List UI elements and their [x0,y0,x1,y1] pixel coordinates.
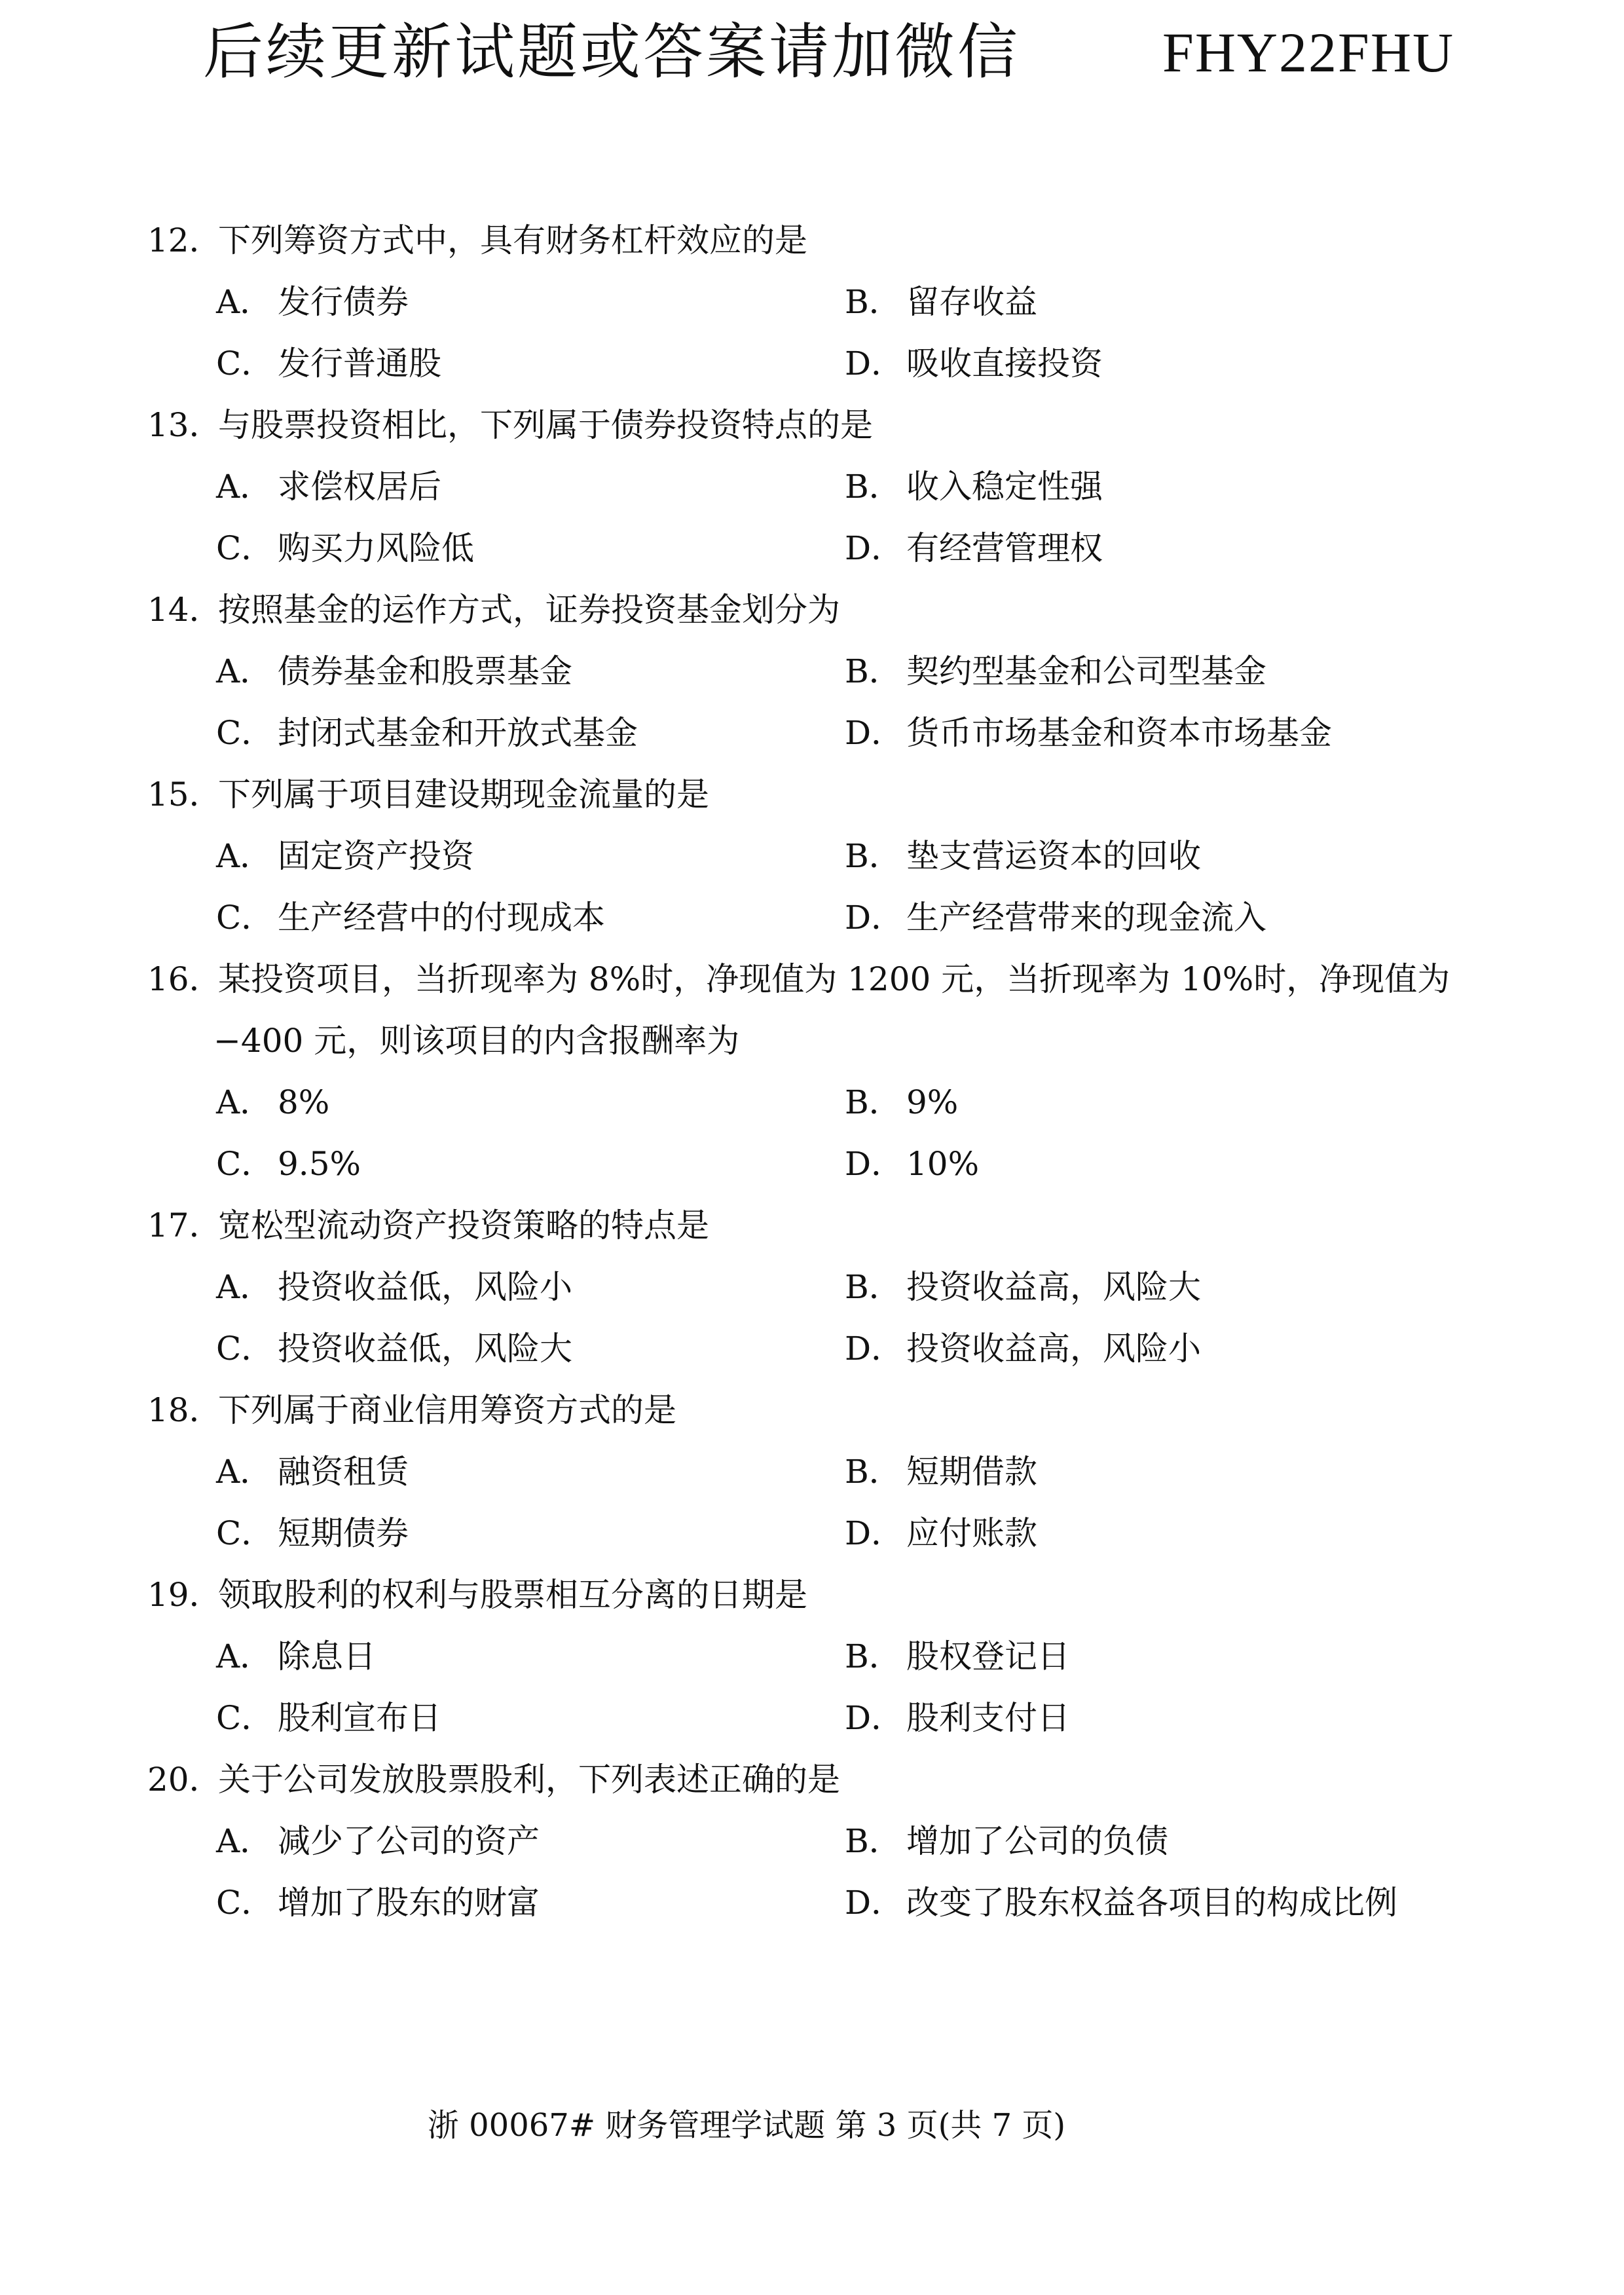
option-text: 收入稳定性强 [906,468,1103,506]
question-stem [0,1749,1624,1810]
option-letter: C． [216,1699,274,1737]
option-letter: B． [845,1083,902,1121]
option-text: 减少了公司的资产 [278,1822,540,1860]
question-stem [0,394,1624,456]
option-letter: D． [845,899,904,937]
answer-option [845,456,1103,517]
option-text: 有经营管理权 [906,529,1103,567]
option-row [0,517,1624,579]
question-number: 13． [147,406,222,444]
question-number: 12． [147,221,222,259]
option-letter: A． [216,1822,273,1860]
option-text: 吸收直接投资 [906,345,1103,382]
option-row [0,1502,1624,1564]
header-notice: 后续更新试题或答案请加微信 [203,17,1021,87]
question-stem [0,1195,1624,1256]
question-stem-continuation [0,1010,1624,1072]
question-item [0,1379,1624,1564]
footer-page-info: 浙 00067# 财务管理学试题 第 3 页(共 7 页) [427,2107,1066,2144]
answer-option [216,456,441,517]
answer-option [216,1626,376,1687]
option-text: 8% [278,1083,330,1121]
option-letter: A． [216,837,273,875]
option-letter: D． [845,1145,904,1183]
answer-option [216,1318,572,1379]
option-text: 发行普通股 [278,345,441,382]
question-number: 15． [147,775,222,813]
option-text: 投资收益低，风险小 [278,1268,572,1306]
option-letter: B． [845,1637,902,1675]
option-text: 封闭式基金和开放式基金 [278,714,638,752]
option-letter: C． [216,899,274,937]
answer-option [845,1256,1201,1318]
question-stem [0,764,1624,825]
question-stem [0,1564,1624,1626]
option-text: 短期债券 [278,1514,409,1552]
question-number: 17． [147,1206,222,1244]
question-text: 与股票投资相比，下列属于债券投资特点的是 [218,406,873,444]
header-wechat-id: FHY22FHU [1162,21,1455,84]
answer-option [216,517,474,579]
option-text: 股利宣布日 [278,1699,441,1737]
option-letter: D． [845,345,904,382]
question-text: 下列属于项目建设期现金流量的是 [218,775,709,813]
option-letter: A． [216,468,273,506]
answer-option [845,641,1266,702]
answer-option [845,333,1103,394]
answer-option [845,1810,1168,1872]
option-text: 增加了股东的财富 [278,1884,540,1922]
option-letter: C． [216,345,274,382]
option-letter: C． [216,529,274,567]
answer-option [216,702,638,764]
option-text: 生产经营中的付现成本 [278,899,605,937]
option-text: 货币市场基金和资本市场基金 [906,714,1332,752]
option-text: 股权登记日 [906,1637,1070,1675]
option-text: 应付账款 [906,1514,1037,1552]
option-row [0,1072,1624,1133]
answer-option [216,1502,409,1564]
option-row [0,1626,1624,1687]
option-letter: D． [845,1699,904,1737]
option-text: 短期借款 [906,1453,1037,1491]
option-row [0,1687,1624,1749]
question-text: 某投资项目，当折现率为 8%时，净现值为 1200 元，当折现率为 10%时，净现值为 [218,960,1450,998]
option-row [0,1256,1624,1318]
question-text: 下列属于商业信用筹资方式的是 [218,1391,676,1429]
question-number: 19． [147,1576,222,1614]
option-text: 垫支营运资本的回收 [906,837,1201,875]
answer-option [845,1441,1037,1502]
answer-option [845,1502,1037,1564]
option-letter: B． [845,1822,902,1860]
option-text: 购买力风险低 [278,529,474,567]
question-item [0,210,1624,394]
question-stem [0,948,1624,1010]
option-row [0,1810,1624,1872]
answer-option [845,825,1201,887]
option-letter: B． [845,1268,902,1306]
question-number: 20． [147,1761,222,1799]
answer-option [845,1133,979,1195]
question-item [0,1749,1624,1933]
question-item [0,948,1624,1195]
answer-option [216,1810,540,1872]
question-text-continuation: −400 元，则该项目的内含报酬率为 [213,1022,740,1060]
answer-option [216,887,605,948]
option-letter: D． [845,1884,904,1922]
option-text: 9% [906,1083,959,1121]
option-text: 除息日 [278,1637,376,1675]
option-row [0,702,1624,764]
answer-option [845,1687,1070,1749]
page-header [0,13,1624,92]
option-letter: A． [216,1268,273,1306]
option-row [0,825,1624,887]
option-text: 债券基金和股票基金 [278,652,572,690]
option-letter: D． [845,529,904,567]
page-footer [0,2096,1624,2155]
option-letter: A． [216,652,273,690]
question-text: 宽松型流动资产投资策略的特点是 [218,1206,709,1244]
question-item [0,1564,1624,1749]
answer-option [845,271,1037,333]
answer-option [216,1256,572,1318]
answer-option [216,1441,409,1502]
option-text: 改变了股东权益各项目的构成比例 [906,1884,1397,1922]
option-row [0,1441,1624,1502]
answer-option [845,517,1103,579]
answer-option [216,271,409,333]
question-text: 关于公司发放股票股利，下列表述正确的是 [218,1761,840,1799]
option-letter: C． [216,1884,274,1922]
answer-option [216,333,441,394]
question-stem [0,210,1624,271]
option-text: 10% [906,1145,980,1183]
question-item [0,579,1624,764]
option-row [0,1872,1624,1933]
question-number: 18． [147,1391,222,1429]
option-letter: A． [216,1637,273,1675]
option-row [0,641,1624,702]
question-text: 按照基金的运作方式，证券投资基金划分为 [218,591,840,629]
option-letter: B． [845,1453,902,1491]
option-text: 增加了公司的负债 [906,1822,1168,1860]
question-stem [0,1379,1624,1441]
answer-option [216,1133,361,1195]
question-stem [0,579,1624,641]
option-text: 固定资产投资 [278,837,474,875]
question-number: 14． [147,591,222,629]
option-letter: A． [216,1083,273,1121]
option-text: 投资收益高，风险大 [906,1268,1201,1306]
option-letter: C． [216,1514,274,1552]
option-text: 求偿权居后 [278,468,441,506]
answer-option [845,887,1266,948]
answer-option [845,1072,958,1133]
option-letter: C． [216,1330,274,1368]
option-row [0,887,1624,948]
question-text: 领取股利的权利与股票相互分离的日期是 [218,1576,807,1614]
answer-option [845,1872,1397,1933]
answer-option [216,641,572,702]
option-text: 融资租赁 [278,1453,409,1491]
option-text: 投资收益高，风险小 [906,1330,1201,1368]
answer-option [216,825,474,887]
option-text: 生产经营带来的现金流入 [906,899,1266,937]
option-text: 投资收益低，风险大 [278,1330,572,1368]
option-row [0,1133,1624,1195]
answer-option [216,1872,540,1933]
question-number: 16． [147,960,222,998]
option-row [0,456,1624,517]
question-list [0,210,1624,1933]
option-text: 发行债券 [278,283,409,321]
option-text: 契约型基金和公司型基金 [906,652,1266,690]
answer-option [216,1072,329,1133]
option-letter: D． [845,714,904,752]
answer-option [845,1626,1070,1687]
option-letter: C． [216,1145,274,1183]
answer-option [216,1687,441,1749]
option-letter: D． [845,1514,904,1552]
option-letter: B． [845,652,902,690]
answer-option [845,702,1332,764]
option-row [0,271,1624,333]
option-letter: C． [216,714,274,752]
option-row [0,333,1624,394]
option-letter: B． [845,837,902,875]
option-text: 9.5% [278,1145,361,1183]
option-text: 留存收益 [906,283,1037,321]
answer-option [845,1318,1201,1379]
option-letter: D． [845,1330,904,1368]
option-letter: B． [845,283,902,321]
question-item [0,394,1624,579]
option-row [0,1318,1624,1379]
question-item [0,1195,1624,1379]
option-letter: A． [216,283,273,321]
question-item [0,764,1624,948]
option-text: 股利支付日 [906,1699,1070,1737]
question-text: 下列筹资方式中，具有财务杠杆效应的是 [218,221,807,259]
option-letter: B． [845,468,902,506]
option-letter: A． [216,1453,273,1491]
